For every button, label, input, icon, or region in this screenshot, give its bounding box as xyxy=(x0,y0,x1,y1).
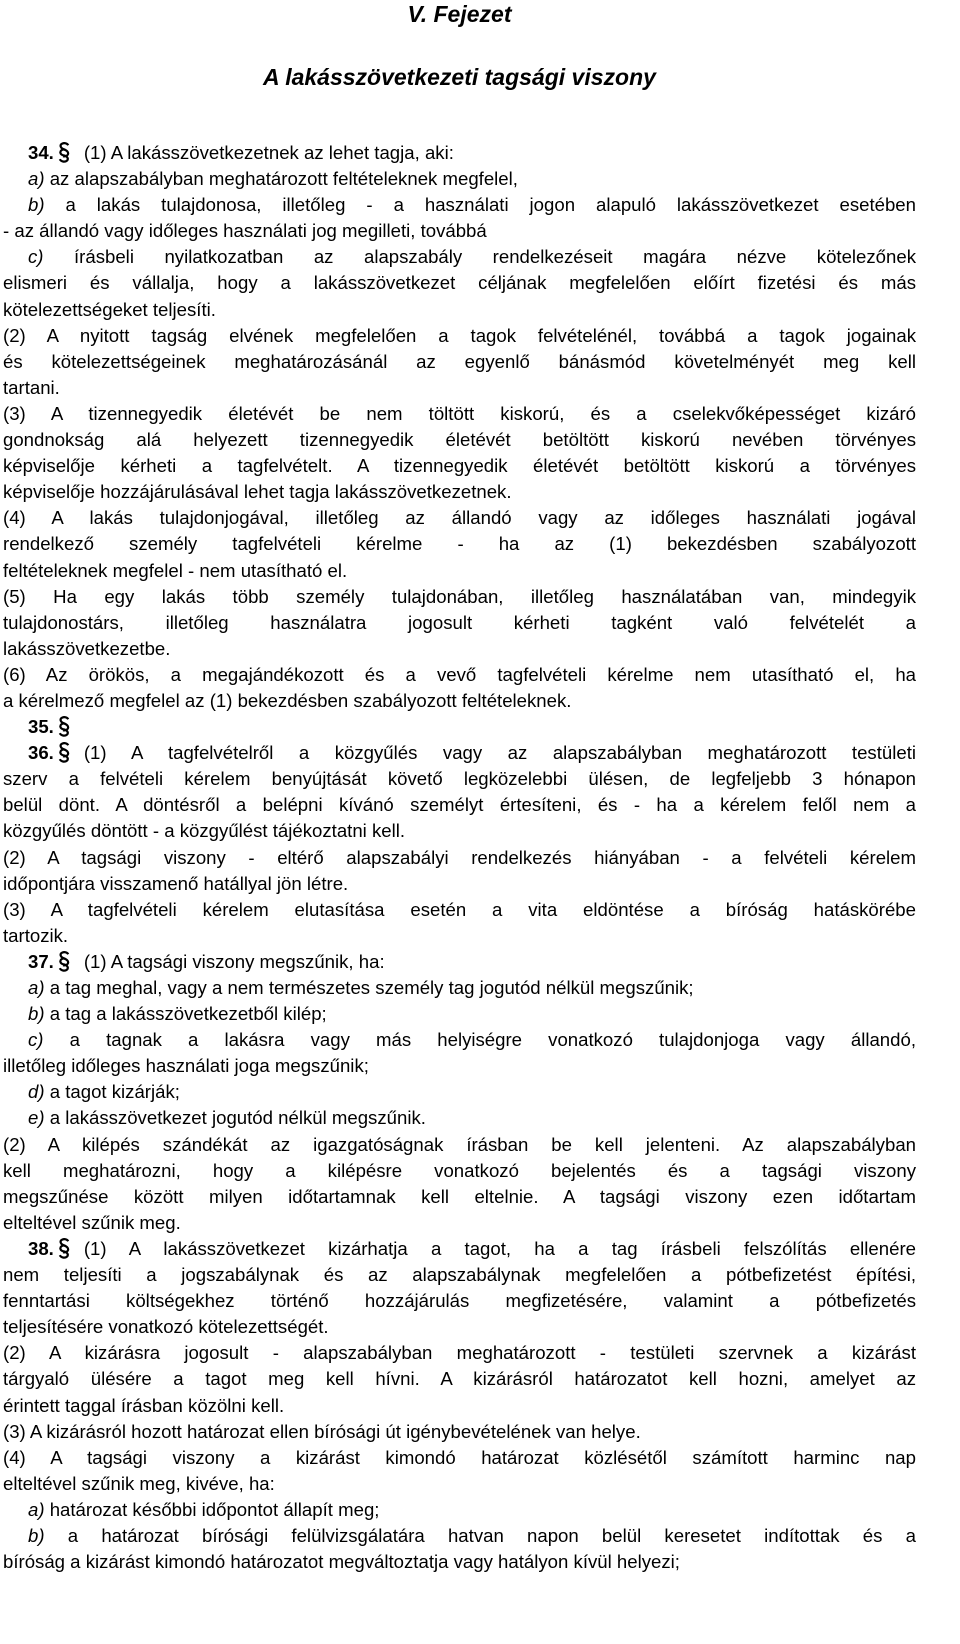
section-number: 34. xyxy=(28,142,54,163)
line-text: (4) A lakás tulajdonjogával, illetőleg az állandó vagy az időleges használati jogával xyxy=(3,507,916,529)
section-heading-line xyxy=(3,140,916,166)
line-text: közgyűlés döntött - a közgyűlést tájékoztatni kell. xyxy=(3,820,406,842)
list-marker: c) xyxy=(28,1029,44,1051)
text-line xyxy=(3,1366,916,1392)
text-line xyxy=(3,505,916,531)
text-line xyxy=(3,1001,916,1027)
line-text: a kérelmező megfelel az (1) bekezdésben szabályozott feltételeknek. xyxy=(3,689,572,711)
line-text: a határozat bírósági felülvizsgálatára hatvan napon belül keresetet indítottak és a xyxy=(44,1524,916,1546)
section-sign-icon xyxy=(57,714,76,740)
list-marker: e) xyxy=(28,1107,45,1129)
line-text: a lakásszövetkezet jogutód nélkül megszűnik. xyxy=(44,1107,426,1129)
text-line xyxy=(3,688,916,714)
text-line xyxy=(3,1523,916,1549)
text-line xyxy=(3,166,916,192)
chapter-heading: V. Fejezet xyxy=(407,1,512,27)
line-text: elteltével szűnik meg. xyxy=(3,1211,181,1233)
text-line xyxy=(3,923,916,949)
section-sign-icon xyxy=(57,1236,76,1262)
text-line xyxy=(3,1497,916,1523)
text-line xyxy=(3,479,916,505)
section-heading-line xyxy=(3,714,916,740)
text-line xyxy=(3,610,916,636)
line-text: a tagnak a lakásra vagy más helyiségre vonatkozó tulajdonjoga vagy állandó, xyxy=(43,1029,916,1051)
text-line xyxy=(3,270,916,296)
line-text: megszűnése között milyen időtartamnak kell eltelnie. A tagsági viszony ezen időtartam xyxy=(3,1185,916,1207)
line-text: szerv a felvételi kérelem benyújtását követő legközelebbi ülésen, de legfeljebb 3 hónapon xyxy=(3,768,916,790)
line-text: (3) A kizárásról hozott határozat ellen bírósági út igénybevételének van helye. xyxy=(3,1420,641,1442)
section-heading-line xyxy=(3,1236,916,1262)
text-line xyxy=(3,584,916,610)
line-text: lakásszövetkezetbe. xyxy=(3,637,171,659)
line-text: rendelkező személy tagfelvételi kérelme - ha az (1) bekezdésben szabályozott xyxy=(3,533,916,555)
text-line xyxy=(3,323,916,349)
line-text: képviselője hozzájárulásával lehet tagja lakásszövetkezetnek. xyxy=(3,481,512,503)
list-marker: d) xyxy=(28,1081,45,1103)
text-line xyxy=(3,975,916,1001)
line-text: teljesítésére vonatkozó kötelezettségét. xyxy=(3,1316,329,1338)
line-text: kell meghatározni, hogy a kilépésre vonatkozó bejelentés és a tagsági viszony xyxy=(3,1159,916,1181)
text-line xyxy=(3,1445,916,1471)
list-marker: b) xyxy=(28,1003,45,1025)
line-text: tulajdonostárs, illetőleg használatra jogosult kérheti tagként való felvételét a xyxy=(3,611,916,633)
line-text: illetőleg időleges használati joga megszűnik; xyxy=(3,1055,369,1077)
line-text: a tagot kizárják; xyxy=(44,1081,180,1103)
text-line xyxy=(3,192,916,218)
document-page xyxy=(3,0,916,1575)
chapter-title: A lakásszövetkezeti tagsági viszony xyxy=(263,64,656,90)
list-marker: b) xyxy=(28,194,45,216)
text-line xyxy=(3,401,916,427)
line-text: kötelezettségeket teljesíti. xyxy=(3,298,216,320)
text-line xyxy=(3,1419,916,1445)
line-text: (1) A lakásszövetkezet kizárhatja a tagot, ha a tag írásbeli felszólítás ellenére xyxy=(83,1237,916,1259)
text-line xyxy=(3,1340,916,1366)
list-marker: a) xyxy=(28,977,45,998)
section-sign-icon xyxy=(57,949,76,975)
list-marker: b) xyxy=(28,1524,45,1546)
line-text: a tag meghal, vagy a nem természetes személy tag jogutód nélkül megszűnik; xyxy=(44,977,694,998)
line-text: (2) A kilépés szándékát az igazgatóságnak írásban be kell jelenteni. Az alapszabályban xyxy=(3,1133,916,1155)
line-text: érintett taggal írásban közölni kell. xyxy=(3,1394,285,1416)
line-text: (1) A tagsági viszony megszűnik, ha: xyxy=(83,950,385,972)
section-number: 37. xyxy=(28,950,54,972)
section-number: 38. xyxy=(28,1237,54,1259)
section-number: 36. xyxy=(28,742,54,764)
list-marker: c) xyxy=(28,246,44,268)
line-text: tartani. xyxy=(3,376,60,398)
text-line xyxy=(3,1158,916,1184)
text-line xyxy=(3,1027,916,1053)
line-text: (3) A tagfelvételi kérelem elutasítása esetén a vita eldöntése a bíróság hatáskörébe xyxy=(3,898,916,920)
line-text: (1) A tagfelvételről a közgyűlés vagy az alapszabályban meghatározott testületi xyxy=(83,742,916,764)
text-line xyxy=(3,1053,916,1079)
text-line xyxy=(3,1393,916,1419)
text-line xyxy=(3,375,916,401)
line-text: feltételeknek megfelel - nem utasítható el. xyxy=(3,559,348,581)
list-marker: a) xyxy=(28,168,45,190)
line-text: a tag a lakásszövetkezetből kilép; xyxy=(44,1003,327,1025)
text-line xyxy=(3,818,916,844)
line-text: elteltével szűnik meg, kivéve, ha: xyxy=(3,1472,275,1494)
text-line xyxy=(3,1262,916,1288)
text-line xyxy=(3,1549,916,1575)
line-text: fenntartási költségekhez történő hozzájárulás megfizetésére, valamint a pótbefizetés xyxy=(3,1290,916,1312)
text-line xyxy=(3,297,916,323)
text-line xyxy=(3,1132,916,1158)
text-line xyxy=(3,1210,916,1236)
line-text: (1) A lakásszövetkezetnek az lehet tagja, aki: xyxy=(83,142,454,163)
line-text: belül dönt. A döntésről a belépni kívánó személyt értesíteni, és - ha a kérelem felől nem a xyxy=(3,794,916,816)
text-line xyxy=(3,558,916,584)
line-text: időpontjára visszamenő hatállyal jön létre. xyxy=(3,872,349,894)
line-text: tárgyaló ülésére a tagot meg kell hívni. A kizárásról határozatot kell hozni, amelyet az xyxy=(3,1368,916,1390)
text-line xyxy=(3,1105,916,1131)
document-body xyxy=(3,140,916,1575)
line-text: határozat későbbi időpontot állapít meg; xyxy=(44,1498,380,1520)
text-line xyxy=(3,218,916,244)
line-text: - az állandó vagy időleges használati jog megilleti, továbbá xyxy=(3,220,487,242)
line-text: bíróság a kizárást kimondó határozatot megváltoztatja vagy hatályon kívül helyezi; xyxy=(3,1551,680,1573)
line-text: az alapszabályban meghatározott feltételeknek megfelel, xyxy=(44,168,518,190)
text-line xyxy=(3,453,916,479)
line-text: gondnokság alá helyezett tizennegyedik életévét betöltött kiskorú nevében törvényes xyxy=(3,429,916,451)
section-heading-line xyxy=(3,949,916,975)
text-line xyxy=(3,1471,916,1497)
text-line xyxy=(3,636,916,662)
text-line xyxy=(3,662,916,688)
line-text: tartozik. xyxy=(3,924,69,946)
text-line xyxy=(3,845,916,871)
line-text: (5) Ha egy lakás több személy tulajdonában, illetőleg használatában van, mindegyik xyxy=(3,585,916,607)
line-text: (4) A tagsági viszony a kizárást kimondó határozat közlésétől számított harminc nap xyxy=(3,1446,916,1468)
line-text: elismeri és vállalja, hogy a lakásszövetkezet céljának megfelelően előírt fizetési és más xyxy=(3,272,916,294)
text-line xyxy=(3,871,916,897)
line-text: nem teljesíti a jogszabálynak és az alapszabálynak megfelelően a pótbefizetést építési, xyxy=(3,1264,916,1286)
text-line xyxy=(3,792,916,818)
text-line xyxy=(3,1288,916,1314)
text-line xyxy=(3,766,916,792)
text-line xyxy=(3,531,916,557)
text-line xyxy=(3,1079,916,1105)
section-sign-icon xyxy=(57,740,76,766)
list-marker: a) xyxy=(28,1498,45,1520)
line-text: a lakás tulajdonosa, illetőleg - a használati jogon alapuló lakásszövetkezet esetében xyxy=(44,194,916,216)
line-text: (3) A tizennegyedik életévét be nem töltött kiskorú, és a cselekvőképességet kizáró xyxy=(3,402,916,424)
line-text: (6) Az örökös, a megajándékozott és a vevő tagfelvételi kérelme nem utasítható el, ha xyxy=(3,663,916,685)
text-line xyxy=(3,897,916,923)
text-line xyxy=(3,349,916,375)
text-line xyxy=(3,1314,916,1340)
section-sign-icon xyxy=(57,140,76,166)
text-line xyxy=(3,1184,916,1210)
section-number: 35. xyxy=(28,716,54,738)
text-line xyxy=(3,427,916,453)
line-text: (2) A kizárásra jogosult - alapszabályban meghatározott - testületi szervnek a kizárást xyxy=(3,1342,916,1364)
section-heading-line xyxy=(3,740,916,766)
text-line xyxy=(3,244,916,270)
line-text: írásbeli nyilatkozatban az alapszabály rendelkezéseit magára nézve kötelezőnek xyxy=(43,246,916,268)
line-text: és kötelezettségeinek meghatározásánál az egyenlő bánásmód követelményét meg kell xyxy=(3,350,916,372)
line-text: (2) A nyitott tagság elvének megfelelően a tagok felvételénél, továbbá a tagok jogainak xyxy=(3,324,916,346)
line-text: képviselője kérheti a tagfelvételt. A tizennegyedik életévét betöltött kiskorú a törvényes xyxy=(3,455,916,477)
line-text: (2) A tagsági viszony - eltérő alapszabályi rendelkezés hiányában - a felvételi kérelem xyxy=(3,846,916,868)
